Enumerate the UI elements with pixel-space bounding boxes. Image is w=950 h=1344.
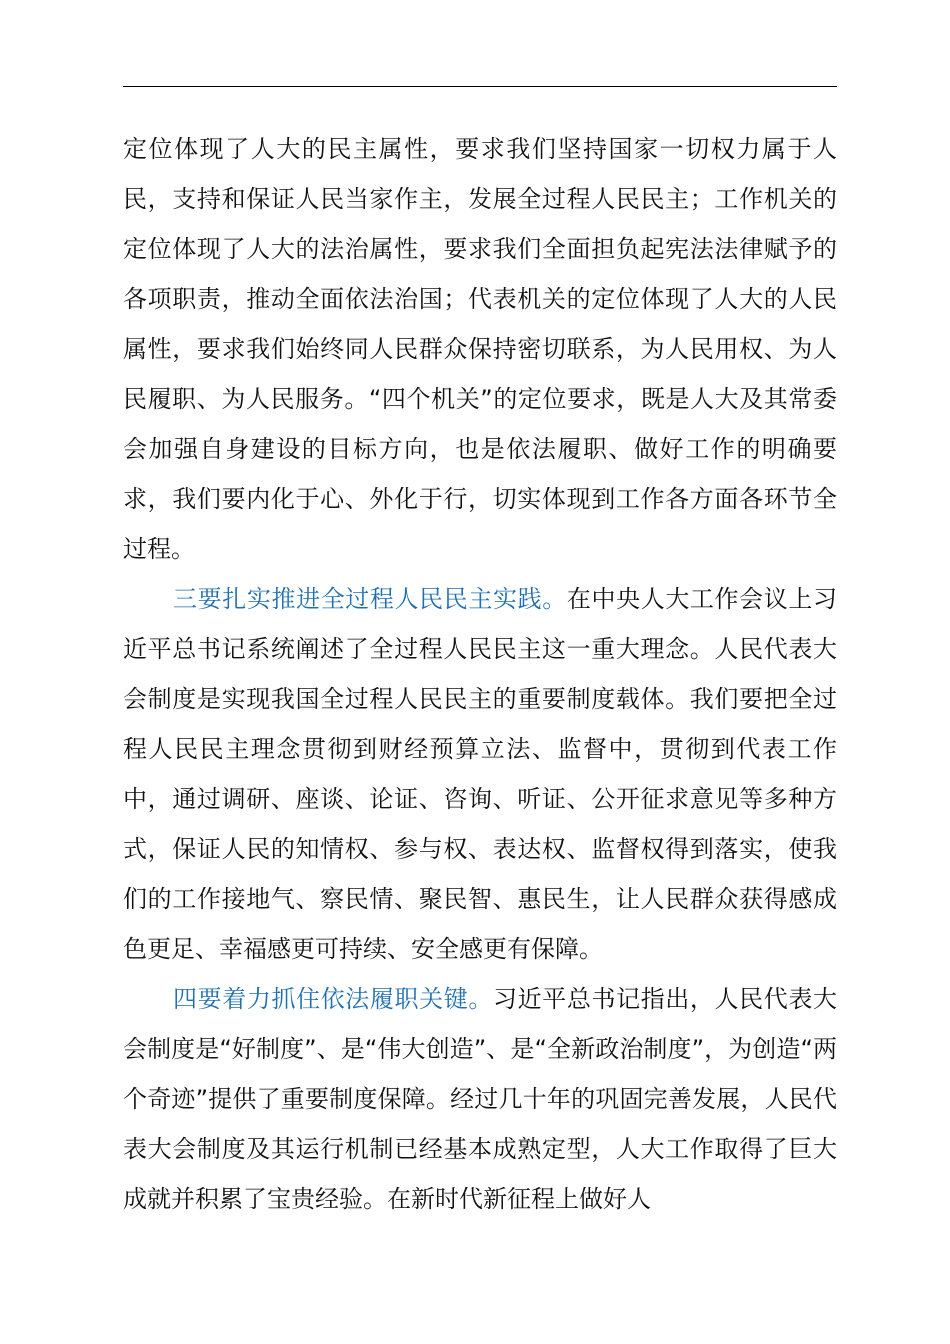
paragraph-1-text: 定位体现了人大的民主属性，要求我们坚持国家一切权力属于人民，支持和保证人民当家作主，发展全过程人民民主；工作机关的定位体现了人大的法治属性，要求我们全面担负起宪法法律赋予的各项职责，推动全面依法治国；代表机关的定位体现了人大的人民属性，要求我们始终同人民群众保持密切联系，为人民用权、为人民履职、为人民服务。“四个机关”的定位要求，既是人大及其常委会加强自身建设的目标方向，也是依法履职、做好工作的明确要求，我们要内化于心、外化于行，切实体现到工作各方面各环节全过程。 [123,135,837,563]
paragraph-1 [123,124,837,574]
paragraph-2-text: 在中央人大工作会议上习近平总书记系统阐述了全过程人民民主这一重大理念。人民代表大会制度是实现我国全过程人民民主的重要制度载体。我们要把全过程人民民主理念贯彻到财经预算立法、监督中，贯彻到代表工作中，通过调研、座谈、论证、咨询、听证、公开征求意见等多种方式，保证人民的知情权、参与权、表达权、监督权得到落实，使我们的工作接地气、察民情、聚民智、惠民生，让人民群众获得感成色更足、幸福感更可持续、安全感更有保障。 [123,585,838,963]
paragraph-2-heading: 三要扎实推进全过程人民民主实践。 [173,585,567,613]
paragraph-3 [123,974,837,1224]
paragraph-3-heading: 四要着力抓住依法履职关键。 [173,985,493,1013]
document-body [123,124,837,1224]
paragraph-3-text: 习近平总书记指出，人民代表大会制度是“好制度”、是“伟大创造”、是“全新政治制度”，为创造“两个奇迹”提供了重要制度保障。经过几十年的巩固完善发展，人民代表大会制度及其运行机制已经基本成熟定型，人大工作取得了巨大成就并积累了宝贵经验。在新时代新征程上做好人 [123,985,837,1213]
paragraph-2 [123,574,837,974]
header-rule [123,86,837,87]
